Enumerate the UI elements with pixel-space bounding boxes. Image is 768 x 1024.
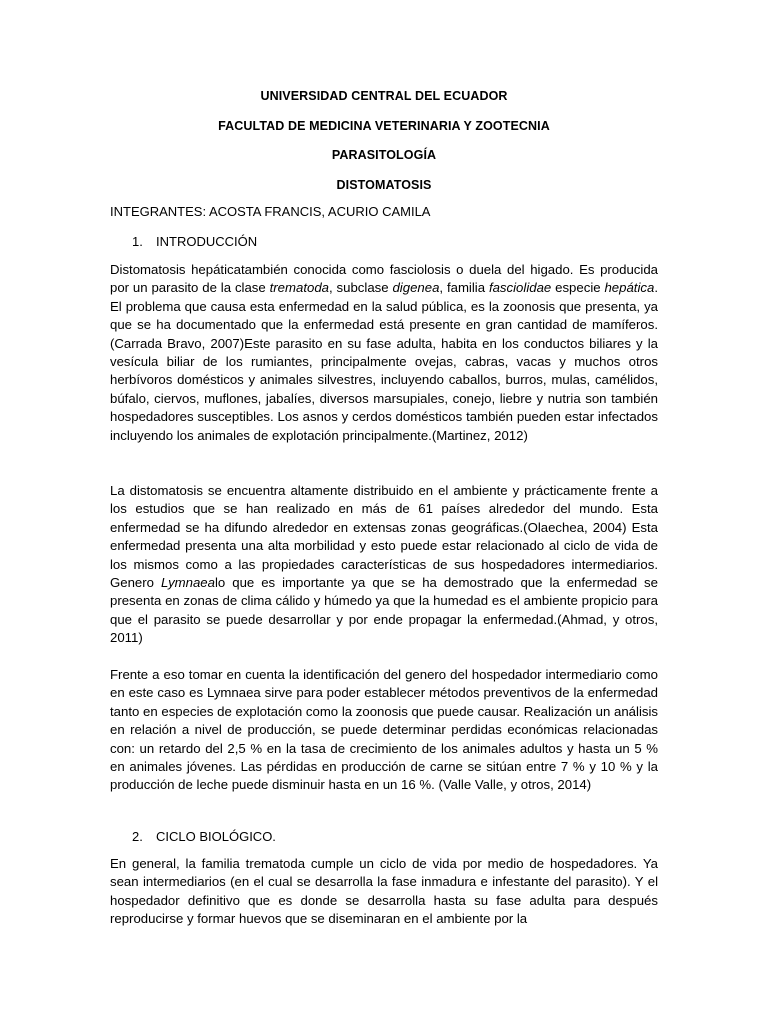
italic-term: hepática: [604, 280, 655, 296]
university-title: UNIVERSIDAD CENTRAL DEL ECUADOR: [260, 89, 508, 103]
text-run: , familia: [439, 280, 489, 296]
paragraph-intro-3: Frente a eso tomar en cuenta la identificación del genero del hospedador intermediario como en este caso es Lymnaea sirve para poder establecer métodos preventivos de la enfermedad tanto en especies de explotación como la zoonosis que puede causar. Realización un análisis en relación a nivel de producción, se puede determinar perdidas económicas relacionadas con: un retardo del 2,5 % en la tasa de crecimiento de los animales adultos y hasta un 5 % en animales jóvenes. Las pérdidas en producción de carne se sitúan entre 7 % y 10 % y la producción de leche puede disminuir hasta en un 16 %. (Valle Valle, y otros, 2014): [110, 667, 658, 793]
section-title: CICLO BIOLÓGICO.: [156, 829, 276, 844]
paragraph-ciclo-1: En general, la familia trematoda cumple un ciclo de vida por medio de hospedadores. Ya sean intermediarios (en el cual se desarrolla la fase inmadura e infestante del parasito). Y el hospedador definitivo que es donde se desarrolla hasta su fase adulta para después reproducirse y formar huevos que se diseminaran en el ambiente por la: [110, 856, 658, 927]
text-run: lo que es importante ya que se ha demostrado que la enfermedad se presenta en zonas de clima cálido y húmedo ya que la humedad es el ambiente propicio para que el parasito se puede desarrollar y por ende propagar la enfermedad.(Ahmad, y otros, 2011): [110, 575, 658, 646]
section-title: INTRODUCCIÓN: [156, 234, 258, 249]
section-heading-introduccion: [132, 233, 257, 251]
topic-title: DISTOMATOSIS: [336, 178, 432, 192]
text-run: Distomatosis hepáticatambién conocida como fasciolosis o duela del higado. Es producida por un parasito de la clase: [110, 262, 658, 296]
paragraph-intro-2: [110, 482, 658, 648]
faculty-title: FACULTAD DE MEDICINA VETERINARIA Y ZOOTECNIA: [218, 119, 550, 133]
paragraph-intro-1: [110, 261, 658, 445]
italic-term: digenea: [392, 280, 440, 296]
section-heading-ciclo-biologico: [132, 828, 276, 846]
text-run: . El problema que causa esta enfermedad en la salud pública, es la zoonosis que presenta, ya que se ha documentado que la enfermedad está presente en gran cantidad de mamíferos. (Carrada Bravo, 2007)Este parasito en su fase adulta, habita en los conductos biliares y la vesícula biliar de los rumiantes, principalmente ovejas, cabras, vacas y muchos otros herbívoros domésticos y animales silvestres, incluyendo caballos, burros, mulas, camélidos, búfalo, ciervos, muflones, jabalíes, diversos marsupiales, conejo, liebre y nutria son también hospedadores susceptibles. Los asnos y cerdos domésticos también pueden estar infectados incluyendo los animales de explotación principalmente.(Martinez, 2012): [110, 280, 658, 443]
text-run: La distomatosis se encuentra altamente distribuido en el ambiente y prácticamente frente a los estudios que se han realizado en más de 61 países alrededor del mundo. Esta enfermedad se ha difundo alrededor en extensas zonas geográficas.(Olaechea, 2004) Esta enfermedad presenta una alta morbilidad y esto puede estar relacionado al ciclo de vida de los mismos como a las propiedades características de sus hospedadores intermediarios. Genero: [110, 483, 658, 591]
italic-term: Lymnaea: [160, 575, 215, 591]
subject-title: PARASITOLOGÍA: [331, 148, 437, 162]
italic-term: fasciolidae: [488, 280, 552, 296]
italic-term: trematoda: [269, 280, 329, 296]
text-run: especie: [551, 280, 605, 296]
section-number: 2.: [132, 829, 143, 844]
text-run: , subclase: [329, 280, 393, 296]
section-number: 1.: [132, 234, 143, 249]
integrantes-line: INTEGRANTES: ACOSTA FRANCIS, ACURIO CAMILA: [110, 204, 431, 219]
